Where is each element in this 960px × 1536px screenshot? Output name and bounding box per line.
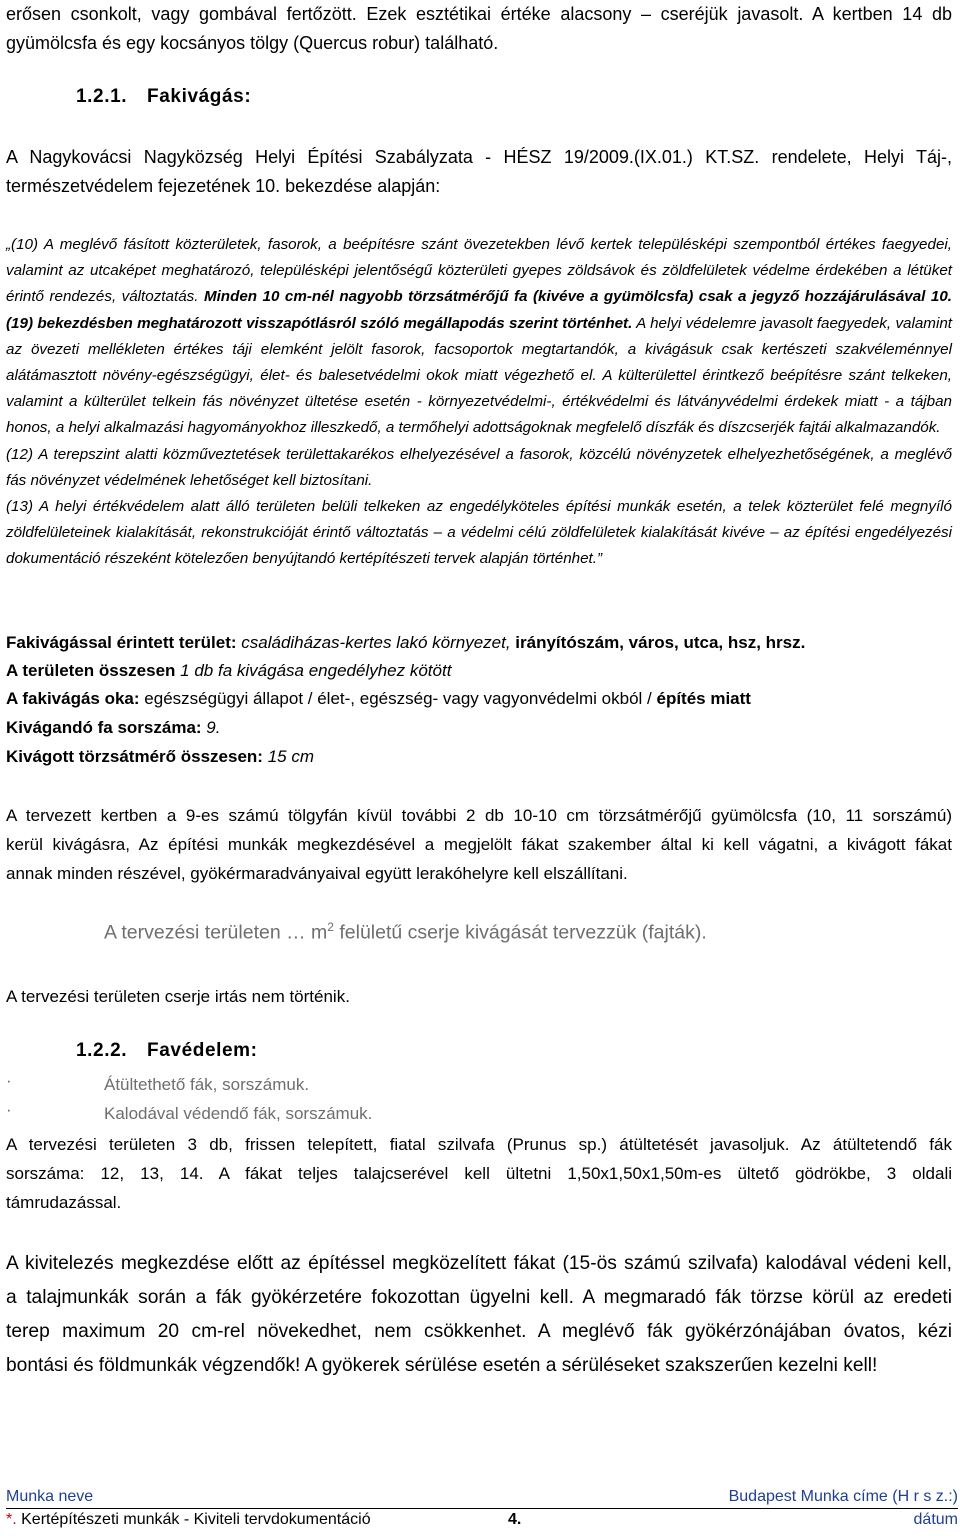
- footer-project-address: Budapest Munka címe (H r s z.:): [728, 1488, 958, 1505]
- bullet-item-protect: Kalodával védendő fák, sorszámuk.: [104, 1104, 373, 1123]
- section-title: Favédelem:: [147, 1040, 258, 1061]
- bullet-dot-icon: ·: [6, 1100, 12, 1119]
- footer-project-name: Munka neve: [6, 1488, 94, 1505]
- affected-area-label: Fakivágással érintett terület:: [6, 633, 237, 652]
- section-number: 1.2.1.: [76, 86, 128, 107]
- footer-page-number: 4.: [508, 1511, 522, 1528]
- quote-paragraph-10b: A helyi védelemre javasolt faegyedek, valamint az övezeti mellékleten értékes táji elemként jelölt fasorok, facsoportok megtartandók, a kivágásuk csak kertészeti szakvéleménnyel alátámasztott növény-egészségügyi, élet- és balesetvédelmi okok miatt végezhető el. A külterülettel érintkező beépítésre szánt telkeken, valamint a külterület telkein fás növényzet ültetése esetén - környezetvédelmi-, értékvédelmi és látványvédelmi érdekek miatt - a tájban honos, a helyi alkalmazási hagyományokhoz illeszkedő, a termőhelyi adottságoknak megfelelő díszfák és díszcserjék fajtái alkalmazandók.: [6, 314, 952, 437]
- protection-line-2: a talajmunkák során a fák gyökérzetére fokozottan ügyelni kell. A megmaradó fák törzse körül az eredeti: [6, 1287, 952, 1308]
- planned-line-2: kerül kivágásra, Az építési munkák megkezdésével a megjelölt fákat szakember által ki kell vágatni, a kivágott fákat: [6, 835, 952, 854]
- transplant-line-3: támrudazással.: [6, 1193, 122, 1212]
- regulation-line-1: A Nagykovácsi Nagyközség Helyi Építési Szabályzata - HÉSZ 19/2009.(IX.01.) KT.SZ. rendelete, Helyi Táj-,: [6, 147, 952, 167]
- protection-line-4: bontási és földmunkák végzendők! A gyökerek sérülése esetén a sérüléseket szakszerűen kezelni kell!: [6, 1355, 878, 1376]
- shrub-template-b: felületű cserje kivágását tervezzük (fajták).: [333, 921, 707, 944]
- affected-area-address: irányítószám, város, utca, hsz, hrsz.: [515, 633, 806, 652]
- felling-reason-line: [6, 684, 751, 713]
- section-heading-fakivagas: [76, 86, 251, 108]
- tree-number-line: [6, 713, 220, 742]
- footer-date: dátum: [913, 1511, 958, 1528]
- diameter-line: [6, 742, 314, 771]
- affected-area-value: családiházas-kertes lakó környezet,: [241, 633, 511, 652]
- footer-document-title: [6, 1511, 371, 1529]
- quote-paragraph-12: (12) A terepszint alatti közműveztetések területtakarékos elhelyezésével a fasorok, közcélú növényzetek elhelyezhetőségének, a meglévő fás növényzet védelmének lehetőséget kell biztosítani.: [6, 445, 952, 489]
- tree-number-value: 9.: [206, 718, 221, 737]
- total-trees-line: [6, 656, 451, 685]
- transplant-line-2: sorszáma: 12, 13, 14. A fákat teljes talajcserével kell ültetni 1,50x1,50x1,50m-es ültető gödrökbe, 3 oldali: [6, 1164, 952, 1183]
- quote-paragraph-10a: „(10) A meglévő fásított közterületek, fasorok, a beépítésre szánt övezetekben lévő kertek településképi szempontból értékes faegyedei, valamint az utcaképet meghatározó, településképi jelentőségű közterületi gyepes zöldsávok és zöldfelületek védelme érdekében a létüket érintő rendezés, változtatás.: [6, 236, 952, 306]
- footer-divider: [6, 1508, 958, 1509]
- quote-paragraph-13: (13) A helyi értékvédelem alatt álló területen belüli telkeken az engedélyköteles építési munkák esetén, a telek közterület felé megnyíló zöldfelületeinek kialakítását, rekonstrukcióját érintő változtatás – a védelmi célú zöldfelületek kialakítását kivéve – az építési engedélyezési dokumentáció részeként kötelezően benyújtandó kertépítészeti tervek alapján történhet.”: [6, 498, 952, 568]
- protection-line-1: A kivitelezés megkezdése előtt az építéssel megközelített fákat (15-ös számú szilvafa) kalodával védeni kell,: [6, 1253, 952, 1274]
- section-number: 1.2.2.: [76, 1040, 128, 1061]
- quote-paragraph-10-bold-2: (19) bekezdésben meghatározott visszapótlásról szóló megállapodás szerint történhet.: [6, 314, 633, 332]
- intro-line-2: gyümölcsfa és egy kocsányos tölgy (Quercus robur) található.: [6, 33, 499, 53]
- tree-number-label: Kivágandó fa sorszáma:: [6, 718, 202, 737]
- planned-line-3: annak minden részével, gyökérmaradványaival együtt lerakóhelyre kell elszállítani.: [6, 864, 628, 883]
- affected-area-line: [6, 628, 805, 657]
- regulation-line-2: természetvédelem fejezetének 10. bekezdése alapján:: [6, 176, 441, 196]
- felling-reason-value: egészségügyi állapot / élet-, egészség- vagy vagyonvédelmi okból /: [144, 689, 652, 708]
- protection-line-3: terep maximum 20 cm-rel növekedhet, nem csökkenhet. A meglévő fák gyökérzónájában óvatos, kézi: [6, 1321, 952, 1342]
- footer-document-label: Kertépítészeti munkák - Kiviteli tervdokumentáció: [16, 1511, 371, 1528]
- felling-reason-label: A fakivágás oka:: [6, 689, 140, 708]
- total-trees-value: 1 db fa kivágása engedélyhez kötött: [180, 661, 452, 680]
- bullet-dot-icon: ·: [6, 1071, 12, 1090]
- planned-line-1: A tervezett kertben a 9-es számú tölgyfán kívül további 2 db 10-10 cm törzsátmérőjű gyümölcsfa (10, 11 sorszámú): [6, 806, 952, 825]
- total-trees-label: A területen összesen: [6, 661, 176, 680]
- diameter-value: 15 cm: [267, 747, 314, 766]
- transplant-line-1: A tervezési területen 3 db, frissen telepített, fiatal szilvafa (Prunus sp.) átültetését javasoljuk. Az átültetendő fák: [6, 1135, 952, 1154]
- diameter-label: Kivágott törzsátmérő összesen:: [6, 747, 263, 766]
- shrub-template-text: [104, 920, 707, 945]
- quote-paragraph-10-bold: Minden 10 cm-nél nagyobb törzsátmérőjű fa (kivéve a gyümölcsfa) csak a jegyző hozzájárulásával 10.: [203, 288, 952, 306]
- shrub-template-a: A tervezési területen … m: [104, 921, 328, 944]
- intro-line-1: erősen csonkolt, vagy gombával fertőzött. Ezek esztétikai értéke alacsony – cseréjük javasolt. A kertben 14 db: [6, 4, 952, 24]
- section-heading-favedelem: [76, 1040, 258, 1062]
- bullet-item-transplant: Átültethető fák, sorszámuk.: [104, 1075, 310, 1094]
- shrub-statement: A tervezési területen cserje irtás nem történik.: [6, 987, 350, 1006]
- regulation-quote: [6, 232, 952, 573]
- shrub-template-superscript: 2: [327, 920, 334, 934]
- felling-reason-bold: építés miatt: [656, 689, 751, 708]
- footer-star: *.: [6, 1511, 17, 1528]
- section-title: Fakivágás:: [147, 86, 252, 107]
